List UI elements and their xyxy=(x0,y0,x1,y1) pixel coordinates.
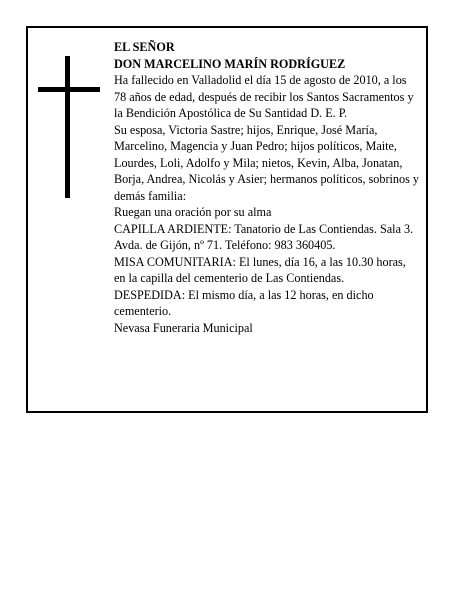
cross-vertical-bar xyxy=(65,56,70,198)
chapel-info: CAPILLA ARDIENTE: Tanatorio de Las Contiendas. Sala 3. Avda. de Gijón, nº 71. Teléfono: 983 360405. xyxy=(114,221,414,252)
mass-info: MISA COMUNITARIA: El lunes, día 16, a las 10.30 horas, en la capilla del cementerio de Las Contiendas. xyxy=(114,254,406,285)
family-list: Su esposa, Victoria Sastre; hijos, Enrique, José María, Marcelino, Magencia y Juan Pedro; hijos políticos, Maite, Lourdes, Loli, Adolfo y Mila; nietos, Kevin, Alba, Jonatan, Borja, Andrea, Nicolás y Asier; hermanos políticos, sobrinos y demás familia: xyxy=(114,122,419,203)
death-announcement: Ha fallecido en Valladolid el día 15 de agosto de 2010, a los 78 años de edad, después de recibir los Santos Sacramentos y la Bendición Apostólica de Su Santidad D. E. P. xyxy=(114,73,414,120)
farewell-info: DESPEDIDA: El mismo día, a las 12 horas, en dicho cementerio. xyxy=(114,287,374,318)
cross-horizontal-bar xyxy=(38,87,100,92)
cross-icon xyxy=(38,56,100,198)
notice-text xyxy=(114,39,420,336)
prayer-request: Ruegan una oración por su alma xyxy=(114,205,272,219)
obituary-notice xyxy=(26,26,428,413)
funeral-home: Nevasa Funeraria Municipal xyxy=(114,320,253,335)
deceased-name: DON MARCELINO MARÍN RODRÍGUEZ xyxy=(114,56,346,71)
notice-title-line1: EL SEÑOR xyxy=(114,40,175,54)
